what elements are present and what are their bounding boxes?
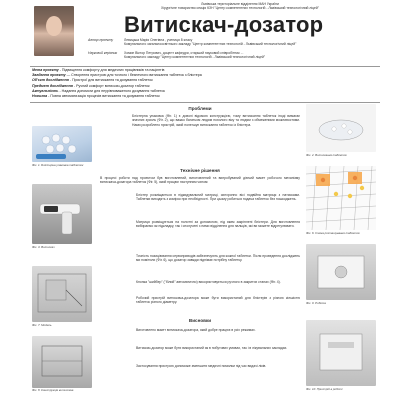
solution-heading: Технічне рішення — [180, 168, 220, 173]
blister-illustration — [32, 126, 92, 162]
header-line-2: Хірургічне товариство секція КЗН "Центр компетентних технологій - Львівський технологічний ліцей" — [161, 6, 319, 10]
caption-fig2: Фіг. 2. Витискання таблеток — [306, 153, 347, 157]
conclusion-text-3: Застосування пристрою допоможе зменшити медичні помилки під час видачі ліків. — [136, 364, 267, 368]
problem-heading: Проблеми — [188, 106, 212, 111]
solution-text-3: Матриця розміщується на полотні за допомогою, під яким закріплені блістери. Для виготовлення вибираємо як підкладку, так і сполучені з ними відділення для пальців, які ви можете відрегулювати. — [136, 220, 300, 229]
goal-label: Об'єкт дослідження — [32, 78, 69, 83]
supervisor-value-2: Комунального закладу "Центр компетентних технологій - Львівський технологічний ліцей" — [124, 55, 266, 59]
figure-model-photo — [32, 266, 92, 322]
problem-text: Блістерна упаковка (Фіг. 1) є доволі відомою конструкцією, тому витискання таблеток іноді вимагає значних зусиль (Фіг. 2), що важко багатьом людям похилого віку та людям з обмеженими можливостями. Нами розроблено пристрій, який полегшує витискання таблеток із блістера. — [132, 114, 300, 127]
device-illustration — [32, 184, 92, 244]
goal-text: - Повна автоматизація процесів витискання та дозування таблеток — [48, 94, 160, 99]
header-line-1: Львівська територіальне відділення МАН України — [201, 2, 279, 6]
figure-blister-pack — [32, 126, 92, 162]
goal-text: - Пристрої для витискання та дозування таблеток — [69, 78, 153, 83]
figure-device-in-use — [306, 320, 376, 386]
author-value-2: Комунального загальноосвітнього закладу "Центр компетентних технологій - Львівський технологічний ліцей" — [124, 42, 297, 46]
supervisor-label: Науковий керівник — [88, 51, 118, 55]
figure-pill-grid — [306, 166, 376, 230]
goal-label: Завдання проекту — [32, 73, 66, 78]
caption-fig1: Фіг. 1. Блістерна упаковка таблеток — [32, 163, 84, 167]
device-in-use-illustration — [306, 320, 376, 386]
pill-grid-illustration — [306, 166, 376, 230]
goal-label: Актуальність — [32, 88, 59, 93]
goals-list — [32, 68, 378, 99]
caption-fig7: Фіг. 7. Модель — [32, 323, 52, 327]
page-title: Витискач-дозатор — [124, 12, 324, 37]
figure-construction-photo — [32, 336, 92, 388]
solution-text-6: Робочий пристрій витискача-дозатора може бути використаний для блістерів з різною кількістю таблеток різного діаметру. — [136, 296, 300, 305]
model-illustration — [32, 266, 92, 322]
author-photo — [34, 6, 74, 56]
goal-text: - Надання допомоги для неурівноваженого дозування таблеток — [59, 88, 165, 93]
goal-text: - Підвищення комфорту для медичних працівників та пацієнтів — [59, 68, 165, 72]
conclusion-text-1: Виготовлено макет витискача-дозатора, який добре працює в усіх режимах. — [136, 328, 256, 332]
caption-fig8: Фіг. 8. Конструкція витискача — [32, 388, 74, 392]
goal-label: Новизна — [32, 94, 48, 99]
caption-fig3: Фіг. 3. Витискач — [32, 245, 55, 249]
solution-text-5: Кнопка "шийбер" ("білий" автоматично) використовується ручного в закритих станах (Фіг. 4). — [136, 280, 281, 284]
conclusion-heading: Висновки — [188, 318, 212, 323]
figure-device-photo — [32, 184, 92, 244]
supervisor-value: Хомин Віктор Петрович, доцент кафедри, старший науковий співробітник ... — [124, 51, 244, 55]
figure-device-render — [306, 244, 376, 300]
caption-fig9: Фіг. 9. Робота — [306, 301, 326, 305]
solution-text-4: Точність позиціювання сервоприводів забезпечують для кожної таблетки. Після проведення досліджень ми помітили (Фіг. 6), що дозатор завжди піднімає потрібну таблетку. — [136, 254, 300, 263]
pill-sketch-illustration — [306, 104, 376, 152]
solution-text-1: В процесі роботи над проектом був виготовлений, виготовлений та випробуваний діючий макет робочого механізму витискача-дозатора таблеток (Фіг. 5), який працює наступним чином: — [100, 176, 300, 185]
device-render-illustration — [306, 244, 376, 300]
goal-label: Мета проекту — [32, 68, 59, 72]
goal-text: - Ручний комфорт витискач-дозатор таблеток — [73, 83, 150, 88]
divider — [30, 102, 380, 103]
goal-row — [32, 94, 378, 99]
conclusion-text-2: Витискач-дозатор може бути використаний як в побутових умовах, так і в лікувальних закладах. — [136, 346, 288, 350]
divider — [30, 66, 380, 67]
solution-text-2: Блістер розміщається в підкидувальний матриці, синхронно вісі подвійна матриця з натисками. Таблетки виходять з комірок при необхідності. При цьому робиться подача таблеток без пошкоджень. — [136, 193, 300, 202]
caption-fig10: Фіг. 10. Пристрій в роботі — [306, 387, 343, 391]
figure-pill-sketch — [306, 104, 376, 152]
goal-text: — Створення пристрою для точного і безпечного витискання таблеток з блістера — [66, 73, 202, 78]
author-value: Левицька Марія Олегівна , учениця 8 класу — [124, 38, 193, 42]
construction-illustration — [32, 336, 92, 388]
author-label: Автор проекту — [88, 38, 114, 42]
caption-fig6: Фіг. 6. Схема розташування таблеток — [306, 231, 360, 235]
goal-label: Предмет дослідження — [32, 83, 73, 88]
